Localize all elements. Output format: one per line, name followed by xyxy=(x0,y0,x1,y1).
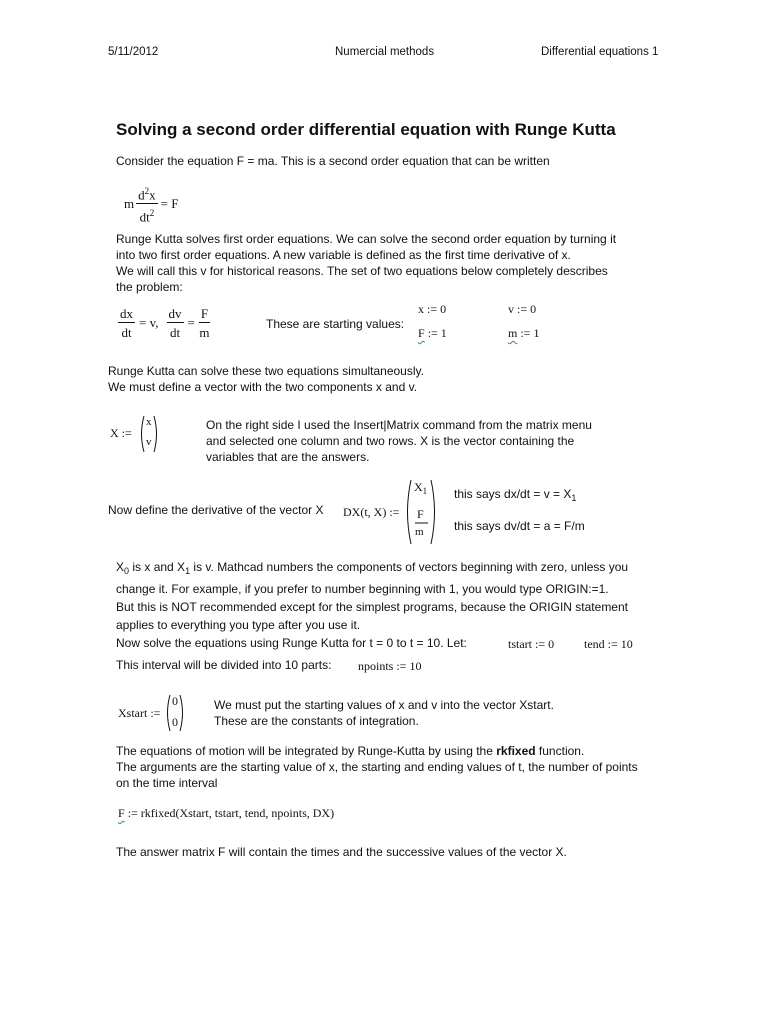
DX-row1 xyxy=(414,480,427,496)
eq1-rhs: = F xyxy=(160,196,179,212)
para3-line2: We must define a vector with the two components x and v. xyxy=(108,380,418,394)
start-F-name: F xyxy=(418,326,425,340)
para5-line1 xyxy=(116,743,638,759)
DX-m: m xyxy=(415,526,424,538)
eq2-dx: dx xyxy=(120,306,133,321)
Xstart-desc-line2: These are the constants of integration. xyxy=(214,714,419,728)
DX-note1-text: this says dx/dt = v = X xyxy=(454,487,572,501)
solve-text: Now solve the equations using Runge Kutta for t = 0 to t = 10. Let: xyxy=(116,636,467,650)
eq1-x: x xyxy=(149,187,156,203)
para2-line2: into two first order equations. A new variable is defined as the first time derivative of x. xyxy=(116,248,571,262)
para4-X0: X xyxy=(116,560,125,574)
page-title: Solving a second order differential equation with Runge Kutta xyxy=(116,120,616,139)
eq2-dt1: dt xyxy=(121,325,132,340)
equation-system xyxy=(118,306,210,340)
paragraph-rkfixed xyxy=(116,743,638,791)
eq1-num-sup: 2 xyxy=(144,186,150,196)
start-m-val: := 1 xyxy=(520,326,540,340)
para3-line1: Runge Kutta can solve these two equations simultaneously. xyxy=(108,364,424,378)
eq1-den-sup: 2 xyxy=(149,208,155,219)
paragraph-simultaneous xyxy=(108,363,424,395)
final-text: The answer matrix F will contain the times and the successive values of the vector X. xyxy=(116,845,567,859)
para2-line4: the problem: xyxy=(116,280,183,294)
vecX-desc-line1: On the right side I used the Insert|Matrix command from the matrix menu xyxy=(206,418,592,432)
interval-text: This interval will be divided into 10 parts: xyxy=(116,658,332,672)
rkfixed-call xyxy=(118,806,334,821)
eq2-m: m xyxy=(199,325,210,340)
para2-line3: We will call this v for historical reasons. The set of two equations below completely describes xyxy=(116,264,608,278)
para5-line2: The arguments are the starting value of x, the starting and ending values of t, the number of points xyxy=(116,760,638,774)
DX-lhs: DX(t, X) := xyxy=(343,505,400,519)
rk-F: F xyxy=(118,806,125,820)
eq1-fraction xyxy=(136,184,158,225)
start-F-val: := 1 xyxy=(427,326,447,340)
paragraph-runge-intro xyxy=(116,231,616,295)
para5-l1a: The equations of motion will be integrated by Runge-Kutta by using the xyxy=(116,744,497,758)
npoints-def: npoints := 10 xyxy=(358,659,422,673)
Xstart-desc-line1: We must put the starting values of x and v into the vector Xstart. xyxy=(214,698,554,712)
header-date: 5/11/2012 xyxy=(108,46,159,58)
para5-l1c: function. xyxy=(535,744,585,758)
para4-line3: But this is NOT recommended except for the simplest programs, because the ORIGIN statement xyxy=(116,600,628,614)
eq1-dt: dt xyxy=(139,209,150,225)
Xstart-lhs: Xstart := xyxy=(118,706,161,720)
equation-newton xyxy=(124,184,178,225)
tend-def: tend := 10 xyxy=(584,637,633,651)
vecX-matrix xyxy=(138,414,160,454)
DX-X: X xyxy=(414,480,423,494)
vecX-desc-line2: and selected one column and two rows. X is the vector containing the xyxy=(206,434,575,448)
para4-line2: change it. For example, if you prefer to number beginning with 1, you would type ORIGIN:=1. xyxy=(116,582,609,596)
eq2-dvdt xyxy=(167,306,184,340)
start-F xyxy=(418,326,447,341)
eq1-d: d xyxy=(138,187,145,203)
vecX-row2: v xyxy=(146,436,152,448)
vecX-lhs: X := xyxy=(110,426,132,440)
start-m-name: m xyxy=(508,326,518,340)
Xstart-row1: 0 xyxy=(172,694,178,708)
DX-F: F xyxy=(417,507,424,521)
para2-line1: Runge Kutta solves first order equations. We can solve the second order equation by turning it xyxy=(116,232,617,246)
start-m xyxy=(508,326,539,341)
start-v: v := 0 xyxy=(508,302,537,316)
vecX-row1: x xyxy=(146,416,152,428)
vecX-desc-line3: variables that are the answers. xyxy=(206,450,370,464)
para4-X1: is x and X xyxy=(129,560,186,574)
para4-line1 xyxy=(116,558,628,580)
intro-text: Consider the equation F = ma. This is a second order equation that can be written xyxy=(116,154,550,168)
DX-note1 xyxy=(454,487,576,503)
eq2-dxdt xyxy=(118,306,135,340)
DX-matrix xyxy=(404,478,438,546)
header-center: Numercial methods xyxy=(335,46,435,58)
paragraph-origin xyxy=(116,558,628,634)
para4-rest: is v. Mathcad numbers the components of vectors beginning with zero, unless you xyxy=(190,560,629,574)
start-x: x := 0 xyxy=(418,302,447,316)
para4-X0-sub: 0 xyxy=(124,566,130,576)
para4-line4: applies to everything you type after you use it. xyxy=(116,618,361,632)
DX-X-sub: 1 xyxy=(422,486,428,496)
eq1-m: m xyxy=(124,196,135,212)
derivative-label: Now define the derivative of the vector X xyxy=(108,503,324,517)
starting-values-label: These are starting values: xyxy=(266,317,405,331)
Xstart-description xyxy=(214,697,554,729)
eq2-eq: = xyxy=(187,315,195,330)
para4-X1-sub: 1 xyxy=(185,566,191,576)
para5-rkfixed: rkfixed xyxy=(496,744,536,758)
header-right: Differential equations 1 xyxy=(541,46,659,58)
vecX-description xyxy=(206,417,592,465)
eq2-dv: dv xyxy=(168,306,182,321)
eq2-F: F xyxy=(200,306,209,321)
rk-expr: := rkfixed(Xstart, tstart, tend, npoints, DX) xyxy=(127,806,335,820)
eq2-fm xyxy=(199,306,210,340)
DX-note1-sub: 1 xyxy=(571,493,577,503)
eq2-eq-v: = v, xyxy=(139,315,159,330)
DX-note2: this says dv/dt = a = F/m xyxy=(454,519,585,533)
Xstart-matrix xyxy=(164,693,186,733)
Xstart-row2: 0 xyxy=(172,715,178,729)
tstart-def: tstart := 0 xyxy=(508,637,555,651)
eq2-dt2: dt xyxy=(169,325,181,340)
para5-line3: on the time interval xyxy=(116,776,218,790)
